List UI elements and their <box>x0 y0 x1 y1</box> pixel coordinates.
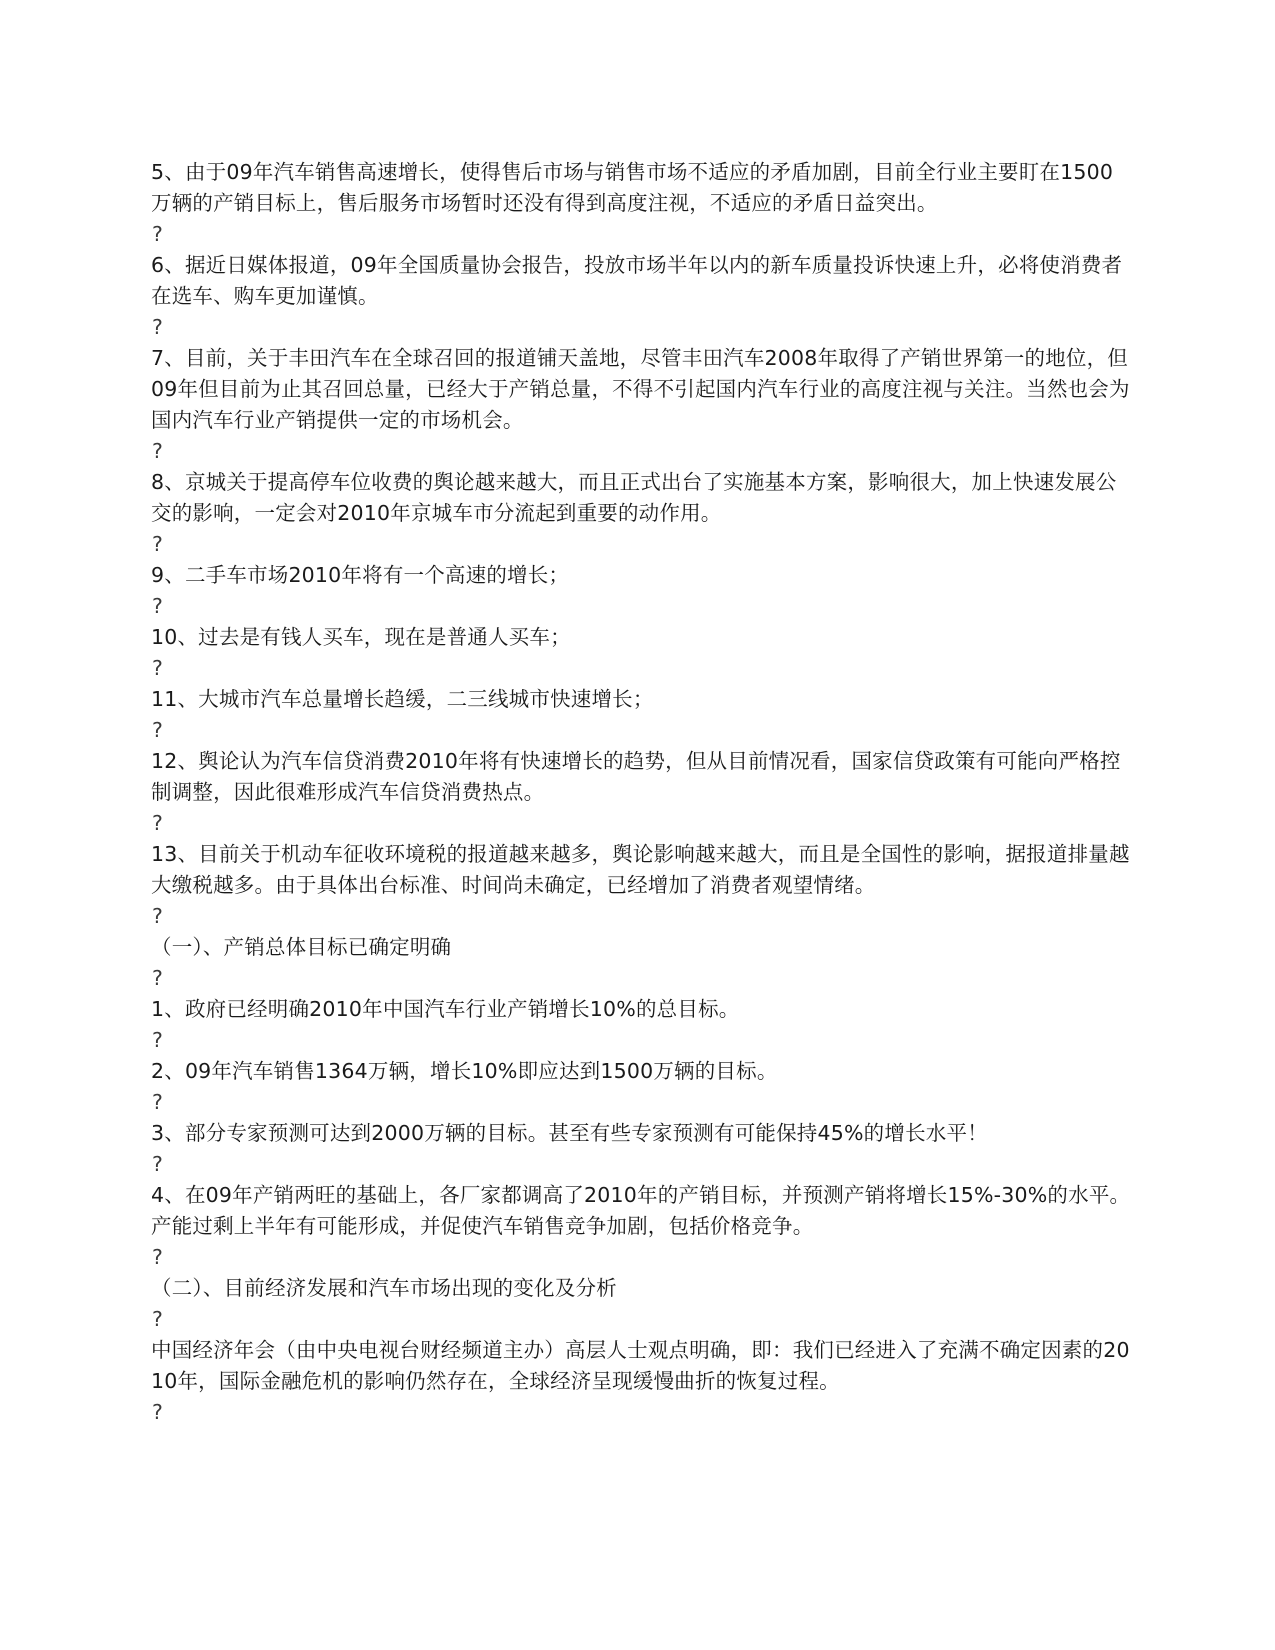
paragraph-separator: ? <box>151 222 164 246</box>
paragraph-separator: ? <box>151 904 164 928</box>
paragraph: 中国经济年会（由中央电视台财经频道主办）高层人士观点明确，即：我们已经进入了充满不确定因素的2010年，国际金融危机的影响仍然存在，全球经济呈现缓慢曲折的恢复过程。 <box>151 1338 1130 1393</box>
paragraph: 11、大城市汽车总量增长趋缓，二三线城市快速增长； <box>151 687 654 711</box>
paragraph-separator: ? <box>151 1245 164 1269</box>
paragraph: 5、由于09年汽车销售高速增长，使得售后市场与销售市场不适应的矛盾加剧，目前全行业主要盯在1500万辆的产销目标上，售后服务市场暂时还没有得到高度注视，不适应的矛盾日益突出。 <box>151 160 1114 215</box>
paragraph: 12、舆论认为汽车信贷消费2010年将有快速增长的趋势，但从目前情况看，国家信贷政策有可能向严格控制调整，因此很难形成汽车信贷消费热点。 <box>151 749 1121 804</box>
paragraph: 2、09年汽车销售1364万辆，增长10%即应达到1500万辆的目标。 <box>151 1059 778 1083</box>
paragraph-separator: ? <box>151 594 164 618</box>
paragraph-separator: ? <box>151 718 164 742</box>
paragraph-separator: ? <box>151 1400 164 1424</box>
paragraph-separator: ? <box>151 1152 164 1176</box>
paragraph: （一）、产销总体目标已确定明确 <box>151 935 452 959</box>
paragraph: 1、政府已经明确2010年中国汽车行业产销增长10%的总目标。 <box>151 997 740 1021</box>
paragraph-separator: ? <box>151 1307 164 1331</box>
paragraph-separator: ? <box>151 656 164 680</box>
paragraph: 3、部分专家预测可达到2000万辆的目标。甚至有些专家预测有可能保持45%的增长水平！ <box>151 1121 988 1145</box>
paragraph-separator: ? <box>151 1090 164 1114</box>
paragraph: 8、京城关于提高停车位收费的舆论越来越大，而且正式出台了实施基本方案，影响很大，加上快速发展公交的影响，一定会对2010年京城车市分流起到重要的动作用。 <box>151 470 1117 525</box>
paragraph-separator: ? <box>151 439 164 463</box>
paragraph: 10、过去是有钱人买车，现在是普通人买车； <box>151 625 571 649</box>
paragraph-separator: ? <box>151 532 164 556</box>
paragraph: 9、二手车市场2010年将有一个高速的增长； <box>151 563 570 587</box>
paragraph: 6、据近日媒体报道，09年全国质量协会报告，投放市场半年以内的新车质量投诉快速上升，必将使消费者在选车、购车更加谨慎。 <box>151 253 1123 308</box>
paragraph: 7、目前，关于丰田汽车在全球召回的报道铺天盖地，尽管丰田汽车2008年取得了产销世界第一的地位，但09年但目前为止其召回总量，已经大于产销总量，不得不引起国内汽车行业的高度注视与关注。当然也会为国内汽车行业产销提供一定的市场机会。 <box>151 346 1130 432</box>
paragraph: 4、在09年产销两旺的基础上，各厂家都调高了2010年的产销目标，并预测产销将增长15%-30%的水平。产能过剩上半年有可能形成，并促使汽车销售竞争加剧，包括价格竞争。 <box>151 1183 1131 1238</box>
paragraph-separator: ? <box>151 966 164 990</box>
document-body <box>151 157 1131 1428</box>
paragraph-separator: ? <box>151 315 164 339</box>
paragraph-separator: ? <box>151 1028 164 1052</box>
paragraph: （二）、目前经济发展和汽车市场出现的变化及分析 <box>151 1276 617 1300</box>
paragraph: 13、目前关于机动车征收环境税的报道越来越多，舆论影响越来越大，而且是全国性的影响，据报道排量越大缴税越多。由于具体出台标准、时间尚未确定，已经增加了消费者观望情绪。 <box>151 842 1130 897</box>
paragraph-separator: ? <box>151 811 164 835</box>
